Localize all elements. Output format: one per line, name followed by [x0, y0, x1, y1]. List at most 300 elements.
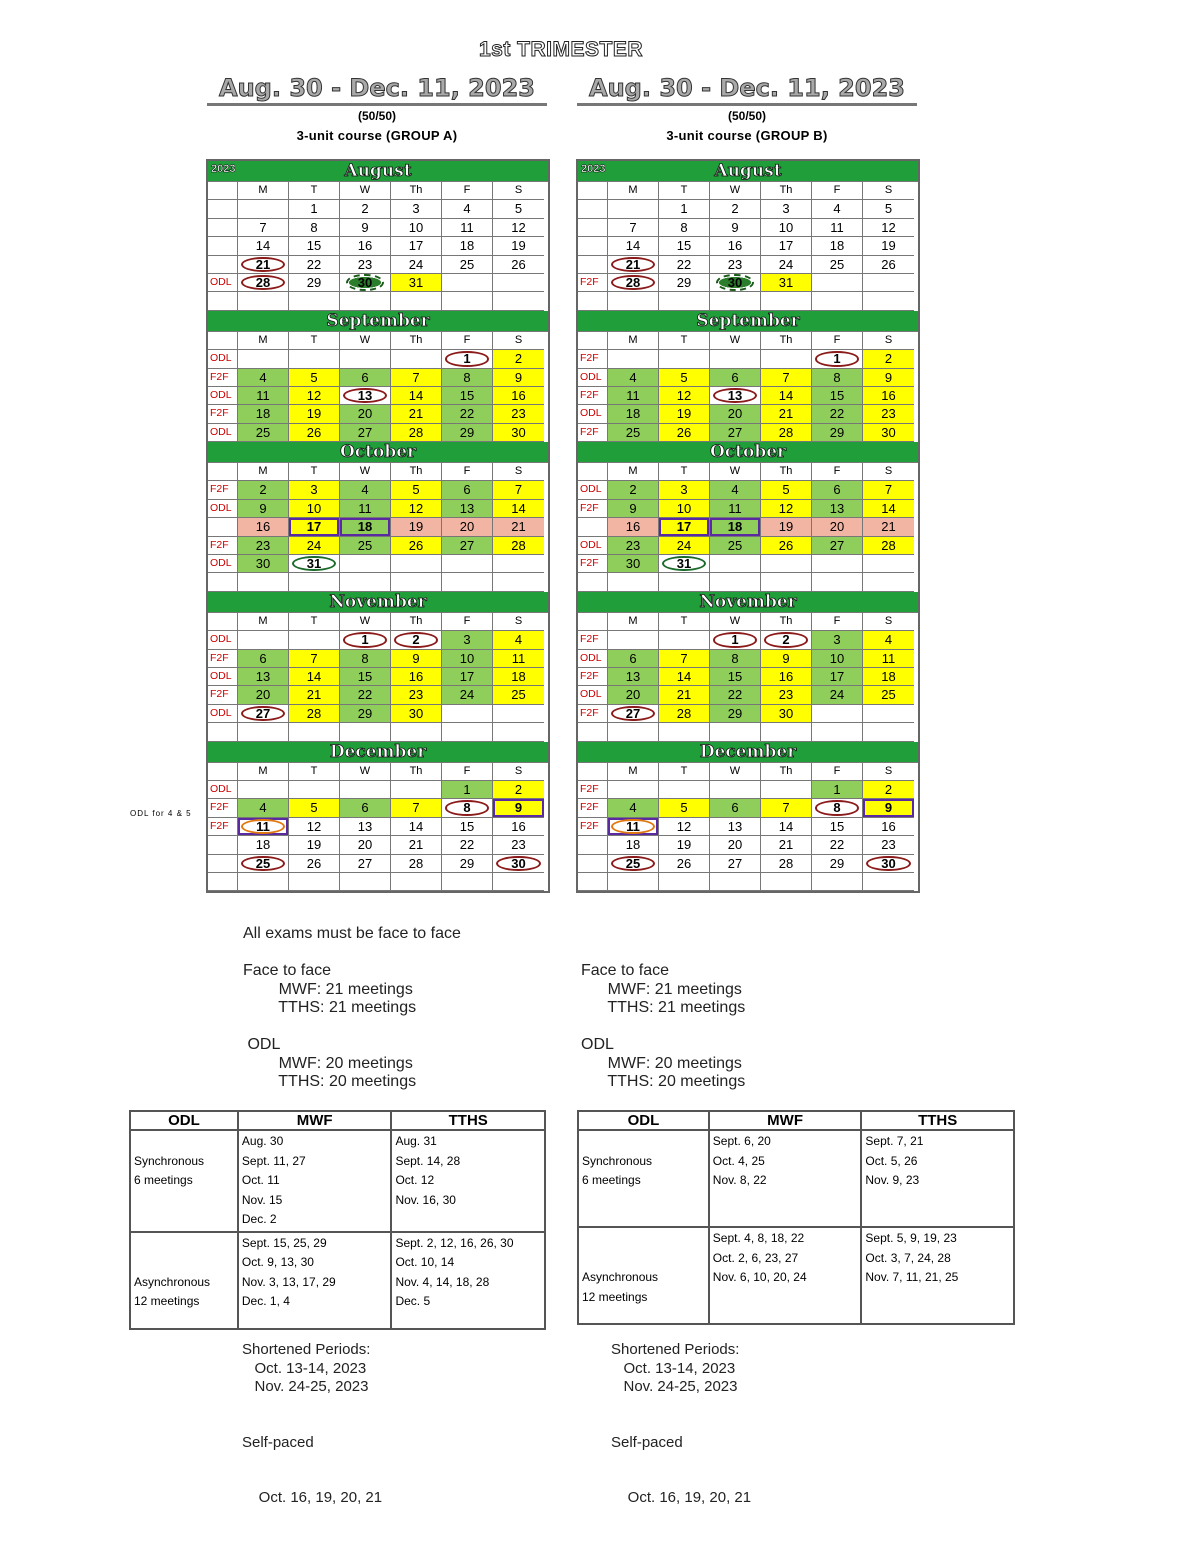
day-header: T — [659, 463, 710, 481]
week-row — [208, 781, 548, 799]
month-header — [208, 161, 548, 182]
day-cell: 31 — [289, 555, 340, 573]
day-cell — [608, 873, 659, 891]
day-header: T — [659, 613, 710, 631]
day-cell: 23 — [863, 836, 914, 854]
table-header-row — [130, 1111, 545, 1130]
week-row — [578, 537, 918, 555]
day-cell: 20 — [340, 405, 391, 423]
month-header — [208, 442, 548, 463]
day-cell: 20 — [238, 686, 289, 704]
mode-label — [578, 219, 608, 237]
day-cell: 30 — [863, 424, 914, 442]
mode-label: ODL — [578, 650, 608, 668]
day-cell: 7 — [238, 219, 289, 237]
day-cell: 7 — [289, 650, 340, 668]
day-header: M — [608, 182, 659, 200]
week-row — [578, 481, 918, 499]
day-cell: 4 — [710, 481, 761, 499]
day-cell: 27 — [710, 424, 761, 442]
meeting-notes-a: All exams must be face to face Face to face MWF: 21 meetings TTHS: 21 meetings ODL MWF: 20 meetings TTHS: 20 meetings — [243, 925, 461, 1090]
day-cell: 30 — [710, 274, 761, 292]
week-row — [208, 350, 548, 368]
day-cell: 8 — [340, 650, 391, 668]
table-row — [130, 1130, 545, 1232]
mode-label: ODL — [208, 555, 238, 573]
row-label — [578, 613, 608, 631]
day-cell — [659, 723, 710, 741]
day-cell: 29 — [659, 274, 710, 292]
row-label — [208, 182, 238, 200]
day-cell: 19 — [391, 518, 442, 536]
day-cell: 4 — [863, 631, 914, 649]
day-header: T — [289, 182, 340, 200]
day-header: W — [710, 182, 761, 200]
day-header: W — [340, 182, 391, 200]
day-cell: 28 — [289, 705, 340, 723]
day-cell: 17 — [812, 668, 863, 686]
row-label — [208, 332, 238, 350]
mwf-dates: Sept. 6, 20 Oct. 4, 25 Nov. 8, 22 — [709, 1130, 862, 1227]
day-cell: 13 — [340, 818, 391, 836]
day-cell: 2 — [761, 631, 812, 649]
day-cell: 30 — [493, 855, 544, 873]
day-cell: 6 — [340, 369, 391, 387]
day-header: Th — [761, 182, 812, 200]
day-header: Th — [391, 613, 442, 631]
mode-label: ODL — [578, 405, 608, 423]
month-name: September — [326, 310, 430, 331]
week-row — [208, 405, 548, 423]
group-a-header — [207, 73, 547, 143]
day-cell: 8 — [812, 799, 863, 817]
mode-label: ODL — [208, 387, 238, 405]
day-cell — [340, 873, 391, 891]
day-cell: 18 — [493, 668, 544, 686]
day-cell: 29 — [442, 855, 493, 873]
day-cell: 18 — [812, 237, 863, 255]
day-cell: 27 — [442, 537, 493, 555]
day-cell: 19 — [659, 836, 710, 854]
week-row — [578, 274, 918, 292]
shortened-periods-a: Shortened Periods: Oct. 13-14, 2023 Nov. 24-25, 2023 Self-paced Oct. 16, 19, 20, 21 — [242, 1341, 383, 1506]
week-row — [578, 256, 918, 274]
day-cell: 17 — [442, 668, 493, 686]
mode-label: ODL — [208, 705, 238, 723]
day-cell — [493, 573, 544, 591]
day-header: Th — [391, 763, 442, 781]
week-row — [578, 705, 918, 723]
day-cell: 11 — [812, 219, 863, 237]
day-cell: 6 — [812, 481, 863, 499]
day-cell: 19 — [289, 836, 340, 854]
day-header: W — [340, 613, 391, 631]
day-cell: 19 — [493, 237, 544, 255]
mode-label — [208, 873, 238, 891]
day-cell: 1 — [442, 350, 493, 368]
day-cell: 11 — [710, 500, 761, 518]
day-cell: 5 — [659, 799, 710, 817]
day-cell: 3 — [289, 481, 340, 499]
day-header-row — [578, 763, 918, 781]
day-cell: 16 — [238, 518, 289, 536]
day-cell: 29 — [812, 424, 863, 442]
day-cell: 2 — [238, 481, 289, 499]
day-cell: 4 — [340, 481, 391, 499]
odl-table-a — [129, 1110, 546, 1330]
day-cell: 30 — [761, 705, 812, 723]
day-cell: 21 — [659, 686, 710, 704]
day-cell — [493, 705, 544, 723]
month-header — [208, 592, 548, 613]
day-cell: 31 — [391, 274, 442, 292]
day-cell: 11 — [340, 500, 391, 518]
day-cell: 9 — [493, 369, 544, 387]
day-cell: 23 — [391, 686, 442, 704]
mode-label — [208, 237, 238, 255]
day-header: T — [289, 613, 340, 631]
day-cell: 28 — [863, 537, 914, 555]
day-cell: 24 — [442, 686, 493, 704]
month-name: December — [329, 741, 427, 762]
day-cell — [442, 723, 493, 741]
day-header: Th — [761, 332, 812, 350]
day-cell — [812, 292, 863, 310]
day-cell — [863, 292, 914, 310]
day-cell — [238, 292, 289, 310]
day-cell: 26 — [493, 256, 544, 274]
day-cell: 15 — [289, 237, 340, 255]
day-cell — [863, 705, 914, 723]
day-cell: 20 — [340, 836, 391, 854]
date-range: Aug. 30 - Dec. 11, 2023 — [207, 73, 547, 106]
day-cell: 15 — [442, 387, 493, 405]
mode-label — [578, 256, 608, 274]
day-cell: 21 — [391, 405, 442, 423]
day-cell: 23 — [340, 256, 391, 274]
day-cell: 25 — [493, 686, 544, 704]
day-cell: 10 — [289, 500, 340, 518]
day-cell — [238, 781, 289, 799]
day-header-row — [208, 613, 548, 631]
day-cell: 7 — [391, 369, 442, 387]
day-cell: 18 — [442, 237, 493, 255]
day-cell: 11 — [238, 818, 289, 836]
row-label — [208, 613, 238, 631]
day-cell: 12 — [761, 500, 812, 518]
day-cell: 17 — [289, 518, 340, 536]
day-header: Th — [391, 332, 442, 350]
day-cell: 11 — [863, 650, 914, 668]
week-row — [208, 650, 548, 668]
day-cell — [863, 555, 914, 573]
day-cell: 18 — [608, 836, 659, 854]
day-cell: 22 — [442, 405, 493, 423]
day-cell: 26 — [391, 537, 442, 555]
day-cell: 28 — [493, 537, 544, 555]
day-cell — [391, 350, 442, 368]
day-header: S — [493, 763, 544, 781]
day-cell: 25 — [442, 256, 493, 274]
day-cell: 25 — [608, 424, 659, 442]
day-cell: 10 — [659, 500, 710, 518]
day-cell: 18 — [710, 518, 761, 536]
day-header: W — [710, 763, 761, 781]
row-type-label: Asynchronous 12 meetings — [130, 1232, 238, 1329]
day-header: Th — [761, 463, 812, 481]
day-cell: 21 — [289, 686, 340, 704]
row-label — [578, 763, 608, 781]
day-cell — [442, 573, 493, 591]
week-row — [578, 781, 918, 799]
mode-label: F2F — [208, 405, 238, 423]
week-row — [578, 369, 918, 387]
table-row — [578, 1227, 1014, 1324]
day-cell — [391, 723, 442, 741]
day-cell: 25 — [340, 537, 391, 555]
day-cell: 27 — [812, 537, 863, 555]
mode-label: F2F — [578, 668, 608, 686]
day-cell — [289, 631, 340, 649]
day-cell: 15 — [812, 818, 863, 836]
day-cell: 28 — [238, 274, 289, 292]
week-row — [208, 200, 548, 218]
day-cell: 11 — [238, 387, 289, 405]
year-label: 2023 — [211, 163, 236, 175]
day-cell — [289, 292, 340, 310]
day-cell — [812, 705, 863, 723]
week-row — [208, 518, 548, 536]
day-cell: 26 — [289, 855, 340, 873]
day-cell: 28 — [391, 424, 442, 442]
day-cell: 9 — [391, 650, 442, 668]
day-cell: 2 — [493, 781, 544, 799]
day-cell: 9 — [493, 799, 544, 817]
week-row — [208, 631, 548, 649]
mode-label: F2F — [578, 631, 608, 649]
day-header: W — [710, 613, 761, 631]
day-cell — [608, 631, 659, 649]
day-cell: 16 — [493, 818, 544, 836]
mode-label — [208, 723, 238, 741]
week-row — [208, 219, 548, 237]
day-header: S — [863, 613, 914, 631]
day-cell: 29 — [710, 705, 761, 723]
day-cell — [289, 873, 340, 891]
day-cell: 12 — [659, 818, 710, 836]
day-cell: 29 — [812, 855, 863, 873]
day-cell — [238, 573, 289, 591]
day-cell: 23 — [761, 686, 812, 704]
week-row — [208, 369, 548, 387]
day-header: T — [659, 182, 710, 200]
day-cell: 5 — [493, 200, 544, 218]
day-cell: 15 — [710, 668, 761, 686]
calendar-group-b — [576, 159, 920, 893]
day-cell — [812, 723, 863, 741]
day-cell: 16 — [863, 818, 914, 836]
day-cell — [608, 573, 659, 591]
day-cell — [710, 555, 761, 573]
mode-label — [578, 573, 608, 591]
day-cell — [289, 781, 340, 799]
day-header: F — [442, 613, 493, 631]
mwf-dates: Sept. 4, 8, 18, 22 Oct. 2, 6, 23, 27 Nov. 6, 10, 20, 24 — [709, 1227, 862, 1324]
day-header: S — [863, 182, 914, 200]
day-cell — [710, 292, 761, 310]
day-header: T — [659, 332, 710, 350]
mode-label — [208, 855, 238, 873]
day-cell: 30 — [608, 555, 659, 573]
column-header: ODL — [130, 1111, 238, 1130]
week-row — [208, 237, 548, 255]
day-cell: 1 — [340, 631, 391, 649]
day-cell: 12 — [289, 818, 340, 836]
day-cell: 11 — [608, 387, 659, 405]
day-cell: 18 — [608, 405, 659, 423]
mode-label: ODL — [208, 274, 238, 292]
day-cell: 26 — [761, 537, 812, 555]
week-row — [208, 292, 548, 310]
day-header: M — [238, 613, 289, 631]
day-cell: 23 — [710, 256, 761, 274]
day-cell: 14 — [761, 387, 812, 405]
week-row — [208, 573, 548, 591]
week-row — [578, 350, 918, 368]
day-cell — [238, 873, 289, 891]
mode-label: ODL — [578, 481, 608, 499]
day-cell: 19 — [659, 405, 710, 423]
day-cell: 15 — [442, 818, 493, 836]
week-row — [578, 500, 918, 518]
week-row — [208, 818, 548, 836]
day-cell — [761, 781, 812, 799]
mwf-dates: Aug. 30 Sept. 11, 27 Oct. 11 Nov. 15 Dec. 2 — [238, 1130, 392, 1232]
day-cell: 14 — [659, 668, 710, 686]
day-cell: 7 — [761, 369, 812, 387]
mode-label: F2F — [578, 424, 608, 442]
day-cell — [761, 555, 812, 573]
day-cell: 5 — [659, 369, 710, 387]
day-header: Th — [761, 613, 812, 631]
tths-dates: Aug. 31 Sept. 14, 28 Oct. 12 Nov. 16, 30 — [391, 1130, 545, 1232]
mode-label: F2F — [578, 500, 608, 518]
day-cell — [340, 573, 391, 591]
day-cell: 30 — [863, 855, 914, 873]
day-cell: 26 — [659, 424, 710, 442]
day-cell: 8 — [289, 219, 340, 237]
month-name: November — [329, 591, 427, 612]
mode-label: ODL — [208, 424, 238, 442]
mode-label — [578, 200, 608, 218]
week-row — [578, 200, 918, 218]
day-cell — [442, 292, 493, 310]
day-cell — [442, 555, 493, 573]
week-row — [208, 686, 548, 704]
day-cell: 16 — [761, 668, 812, 686]
day-cell: 1 — [812, 350, 863, 368]
day-cell: 16 — [391, 668, 442, 686]
day-cell: 9 — [608, 500, 659, 518]
day-cell — [710, 573, 761, 591]
day-cell: 2 — [608, 481, 659, 499]
day-cell: 6 — [608, 650, 659, 668]
mode-label: F2F — [208, 537, 238, 555]
week-row — [208, 855, 548, 873]
day-cell — [493, 873, 544, 891]
day-header-row — [578, 463, 918, 481]
day-cell: 27 — [340, 424, 391, 442]
day-cell: 31 — [659, 555, 710, 573]
month-name: September — [696, 310, 800, 331]
day-cell: 19 — [289, 405, 340, 423]
group-b-header — [577, 73, 917, 143]
day-cell: 25 — [710, 537, 761, 555]
day-cell: 1 — [659, 200, 710, 218]
day-cell: 21 — [493, 518, 544, 536]
ratio: (50/50) — [727, 109, 767, 123]
day-cell: 21 — [863, 518, 914, 536]
day-cell — [289, 350, 340, 368]
mode-label — [208, 836, 238, 854]
day-header: S — [863, 763, 914, 781]
day-cell — [863, 873, 914, 891]
table-row — [130, 1232, 545, 1329]
day-cell: 2 — [863, 781, 914, 799]
week-row — [578, 237, 918, 255]
day-cell: 9 — [238, 500, 289, 518]
day-cell: 7 — [608, 219, 659, 237]
day-cell — [289, 723, 340, 741]
day-cell: 6 — [710, 369, 761, 387]
tths-dates: Sept. 5, 9, 19, 23 Oct. 3, 7, 24, 28 Nov. 7, 11, 21, 25 — [861, 1227, 1014, 1324]
day-header: S — [493, 613, 544, 631]
mode-label: ODL — [578, 369, 608, 387]
mode-label: ODL — [578, 686, 608, 704]
day-header: S — [863, 332, 914, 350]
mode-label: ODL — [208, 500, 238, 518]
day-cell: 16 — [608, 518, 659, 536]
day-cell — [608, 350, 659, 368]
day-header: F — [812, 463, 863, 481]
day-cell — [238, 200, 289, 218]
day-cell: 15 — [340, 668, 391, 686]
column-header: TTHS — [861, 1111, 1014, 1130]
day-cell: 12 — [659, 387, 710, 405]
day-cell: 25 — [238, 855, 289, 873]
mode-label — [578, 237, 608, 255]
week-row — [208, 555, 548, 573]
day-cell: 27 — [710, 855, 761, 873]
day-header: M — [238, 463, 289, 481]
day-cell — [608, 200, 659, 218]
day-cell: 26 — [289, 424, 340, 442]
day-cell — [340, 723, 391, 741]
day-cell — [340, 350, 391, 368]
day-cell — [863, 723, 914, 741]
day-cell: 4 — [608, 369, 659, 387]
day-cell: 23 — [238, 537, 289, 555]
odl-table-b — [577, 1110, 1015, 1325]
day-cell: 13 — [812, 500, 863, 518]
week-row — [578, 387, 918, 405]
week-row — [208, 723, 548, 741]
mode-label — [578, 836, 608, 854]
day-cell: 3 — [761, 200, 812, 218]
day-cell — [710, 873, 761, 891]
day-cell — [761, 292, 812, 310]
row-label — [578, 332, 608, 350]
